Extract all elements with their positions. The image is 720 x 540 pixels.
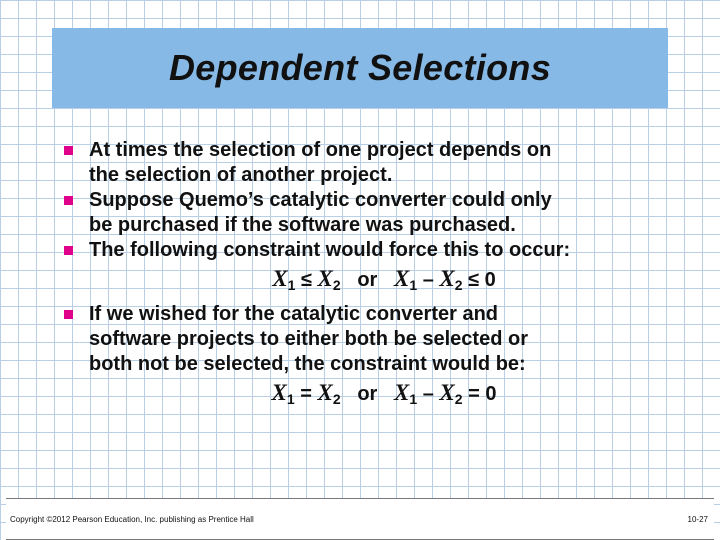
subscript: 2 bbox=[454, 391, 463, 407]
variable: X bbox=[439, 380, 455, 405]
operator: = bbox=[300, 383, 312, 405]
title-banner bbox=[52, 28, 668, 108]
bullet-square-icon bbox=[64, 246, 73, 255]
bullet-text: Suppose Quemo’s catalytic converter could only be purchased if the software was purchased. bbox=[89, 189, 552, 236]
bullet-square-icon bbox=[64, 146, 73, 155]
subscript: 2 bbox=[454, 277, 463, 293]
constant: 0 bbox=[485, 383, 497, 405]
or-text: or bbox=[357, 269, 378, 291]
variable: X bbox=[393, 266, 410, 291]
bullet-item bbox=[64, 188, 704, 238]
subscript: 1 bbox=[286, 391, 295, 407]
operator: – bbox=[422, 383, 434, 405]
subscript: 1 bbox=[409, 277, 418, 293]
variable: X bbox=[393, 380, 410, 405]
or-text: or bbox=[357, 383, 378, 405]
bullet-item bbox=[64, 138, 704, 188]
variable: X bbox=[272, 266, 288, 291]
bullet-square-icon bbox=[64, 196, 73, 205]
bullet-text: At times the selection of one project depends on the selection of another project. bbox=[89, 139, 552, 186]
bullet-item bbox=[64, 238, 704, 263]
slide-footer bbox=[6, 498, 714, 540]
page-number: 10-27 bbox=[687, 515, 708, 524]
bullet-square-icon bbox=[64, 310, 73, 319]
subscript: 1 bbox=[287, 277, 296, 293]
constraint-formula-1 bbox=[64, 265, 704, 299]
subscript: 2 bbox=[332, 391, 341, 407]
operator: = bbox=[468, 383, 480, 405]
bullet-text: The following constraint would force this to occur: bbox=[89, 239, 571, 261]
variable: X bbox=[271, 380, 287, 405]
variable: X bbox=[317, 380, 333, 405]
bullet-list bbox=[64, 138, 704, 416]
operator: – bbox=[422, 269, 434, 291]
variable: X bbox=[439, 266, 455, 291]
constant: 0 bbox=[484, 269, 496, 291]
slide-title: Dependent Selections bbox=[168, 47, 552, 88]
bullet-item bbox=[64, 302, 704, 377]
operator: ≤ bbox=[300, 269, 312, 291]
variable: X bbox=[317, 266, 333, 291]
constraint-formula-2 bbox=[64, 379, 704, 413]
bullet-text: If we wished for the catalytic converter and software projects to either both be selected or both not be selected, the constraint would be: bbox=[89, 303, 528, 375]
copyright-text: Copyright ©2012 Pearson Education, Inc. publishing as Prentice Hall bbox=[10, 515, 254, 524]
subscript: 1 bbox=[409, 391, 418, 407]
operator: ≤ bbox=[468, 269, 480, 291]
subscript: 2 bbox=[332, 277, 341, 293]
